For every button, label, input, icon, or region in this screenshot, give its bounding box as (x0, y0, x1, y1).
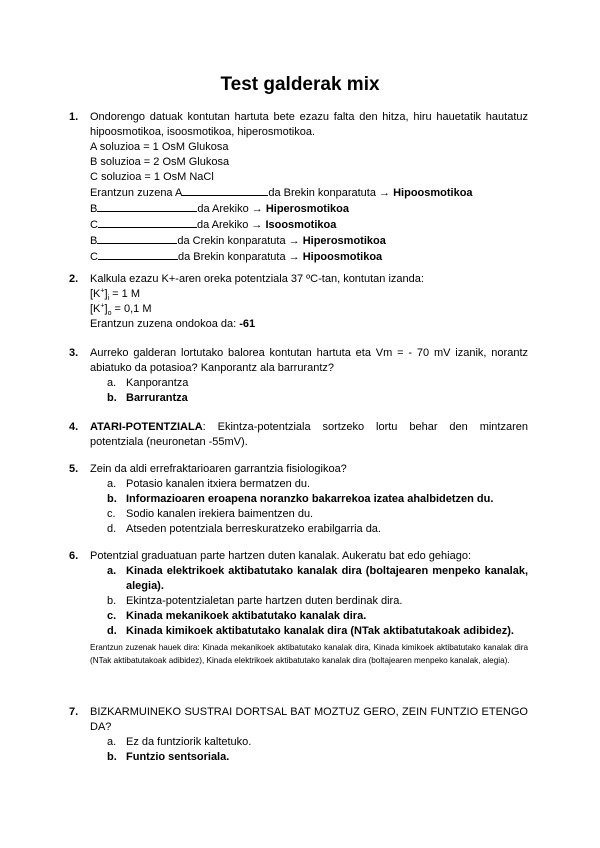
answer-row-2 (90, 201, 528, 217)
answer-mid: da Brekin konparatuta → (177, 251, 300, 263)
k-outside (90, 302, 528, 317)
option-letter: a. (107, 478, 117, 490)
question-number: 3. (69, 347, 79, 359)
question-4 (69, 420, 528, 450)
answer-mid: da Arekiko → (196, 219, 263, 231)
question-number: 4. (69, 421, 79, 433)
answer-row-1 (90, 185, 528, 201)
option-text: Ez da funtziorik kaltetuko. (126, 736, 252, 748)
option-text: Informazioaren eroapena noranzko bakarrekoa izatea ahalbidetzen du. (126, 493, 494, 505)
ko-sub: o (107, 310, 112, 318)
ki-sup: + (100, 287, 105, 295)
answer-result: Hipoosmotikoa (393, 187, 473, 199)
correct-answers-note: Erantzun zuzenak hauek dira: Kinada mekanikoek aktibatutako kanalak dira, Kinada kimikoek aktibatutako kanalak dira (NTak aktibatutakoak adibidez), Kinada elektrikoek aktibatutako kanalak dira (boltajearen menpeko kanalak, alegia). (90, 643, 528, 665)
ki-close: ] (104, 288, 108, 300)
answer-result: Hiperosmotikoa (302, 235, 386, 247)
answer-head: B (90, 203, 98, 215)
question-text: Kalkula ezazu K+-aren oreka potentziala 37 ºC-tan, kontutan izanda: (90, 273, 424, 285)
question-6 (69, 549, 528, 667)
option-a (90, 477, 528, 492)
option-b (90, 391, 528, 406)
option-letter: b. (107, 493, 117, 505)
question-number: 5. (69, 463, 79, 475)
option-text: Barrurantza (126, 392, 188, 404)
option-text: Kanporantza (126, 377, 189, 389)
solution-b: B soluzioa = 2 OsM Glukosa (90, 156, 230, 168)
answer-head: B (90, 235, 98, 247)
option-letter: c. (107, 508, 116, 520)
option-b (90, 492, 528, 507)
ko-value: = 0,1 M (111, 303, 152, 315)
option-letter: a. (107, 377, 117, 389)
blank-line (97, 201, 197, 212)
k-inside (90, 287, 528, 302)
question-5 (69, 462, 528, 537)
question-2 (69, 272, 528, 332)
option-letter: c. (107, 610, 117, 622)
answer-result: Hiperosmotikoa (265, 203, 349, 215)
option-b (90, 594, 528, 609)
ko-label: [K (90, 303, 101, 315)
option-letter: a. (107, 736, 117, 748)
answer-label: Erantzun zuzena ondokoa da: (90, 318, 240, 330)
option-text: Kinada elektrikoek aktibatutako kanalak dira (boltajearen menpeko kanalak, alegia). (126, 565, 528, 592)
option-letter: d. (107, 523, 117, 535)
answer-row-5 (90, 249, 528, 265)
answer-prefix: Erantzun zuzena A (90, 187, 183, 199)
answer-row-3 (90, 217, 528, 233)
answer-head: C (90, 251, 98, 263)
option-c (90, 507, 528, 522)
ko-close: ] (104, 303, 108, 315)
option-a (90, 564, 528, 594)
blank-line (98, 249, 178, 260)
answer-mid: da Brekin konparatuta → (268, 187, 391, 199)
answer-result: Isoosmotikoa (265, 219, 337, 231)
option-text: Sodio kanalen irekiera baimentzen du. (126, 508, 314, 520)
question-3 (69, 346, 528, 406)
answer-head: C (90, 219, 98, 231)
option-d (90, 522, 528, 537)
question-number: 1. (69, 111, 79, 123)
term: ATARI-POTENTZIALA (90, 421, 203, 433)
option-a (90, 376, 528, 391)
option-text: Atseden potentziala berreskuratzeko erabilgarria da. (126, 523, 381, 535)
option-letter: b. (107, 751, 117, 763)
definition: : Ekintza-potentziala sortzeko lortu behar den mintzaren potentziala (neuronetan -55mV). (90, 421, 528, 448)
ko-sup: + (100, 302, 105, 310)
question-number: 2. (69, 273, 79, 285)
option-a (90, 735, 528, 750)
question-text: Aurreko galderan lortutako balorea kontutan hartuta eta Vm = - 70 mV izanik, norantz abiatuko da potasioa? Kanporantz ala barrurantz? (90, 347, 528, 374)
question-1 (69, 110, 528, 265)
option-c (90, 609, 528, 624)
option-letter: b. (107, 595, 117, 607)
solution-a: A soluzioa = 1 OsM Glukosa (90, 141, 229, 153)
answer-line (90, 317, 528, 332)
answer-mid: da Crekin konparatuta → (177, 235, 300, 247)
question-number: 6. (69, 550, 79, 562)
option-text: Potasio kanalen itxiera bermatzen du. (126, 478, 311, 490)
option-text: Ekintza-potentzialetan parte hartzen duten berdinak dira. (126, 595, 403, 607)
option-text: Funtzio sentsoriala. (126, 751, 230, 763)
question-text: Ondorengo datuak kontutan hartuta bete ezazu falta den hitza, hiru hauetatik hautatuz hipoosmotikoa, isoosmotikoa, hiperosmotikoa. (90, 111, 528, 138)
question-number: 7. (69, 706, 79, 718)
option-text: Kinada kimikoek aktibatutako kanalak dira (NTak aktibatutakoak adibidez). (126, 625, 514, 637)
blank-line (98, 217, 197, 228)
blank-line (182, 185, 268, 196)
blank-line (97, 233, 177, 244)
ki-sub: i (107, 295, 110, 303)
option-d (90, 624, 528, 639)
question-text: Zein da aldi errefraktarioaren garrantzia fisiologikoa? (90, 463, 347, 475)
question-text: BIZKARMUINEKO SUSTRAI DORTSAL BAT MOZTUZ GERO, ZEIN FUNTZIO ETENGO DA? (90, 706, 528, 733)
option-letter: b. (107, 392, 117, 404)
ki-value: = 1 M (109, 288, 140, 300)
answer-mid: da Arekiko → (197, 203, 263, 215)
ki-label: [K (90, 288, 101, 300)
option-text: Kinada mekanikoek aktibatutako kanalak dira. (126, 610, 367, 622)
answer-row-4 (90, 233, 528, 249)
page-title: Test galderak mix (220, 74, 380, 95)
solution-c: C soluzioa = 1 OsM NaCl (90, 171, 214, 183)
option-letter: d. (107, 625, 117, 637)
option-letter: a. (107, 565, 117, 577)
question-7 (69, 705, 528, 765)
question-text: Potentzial graduatuan parte hartzen duten kanalak. Aukeratu bat edo gehiago: (90, 550, 472, 562)
option-b (90, 750, 528, 765)
answer-value: -61 (239, 318, 256, 330)
answer-result: Hipoosmotikoa (302, 251, 383, 263)
